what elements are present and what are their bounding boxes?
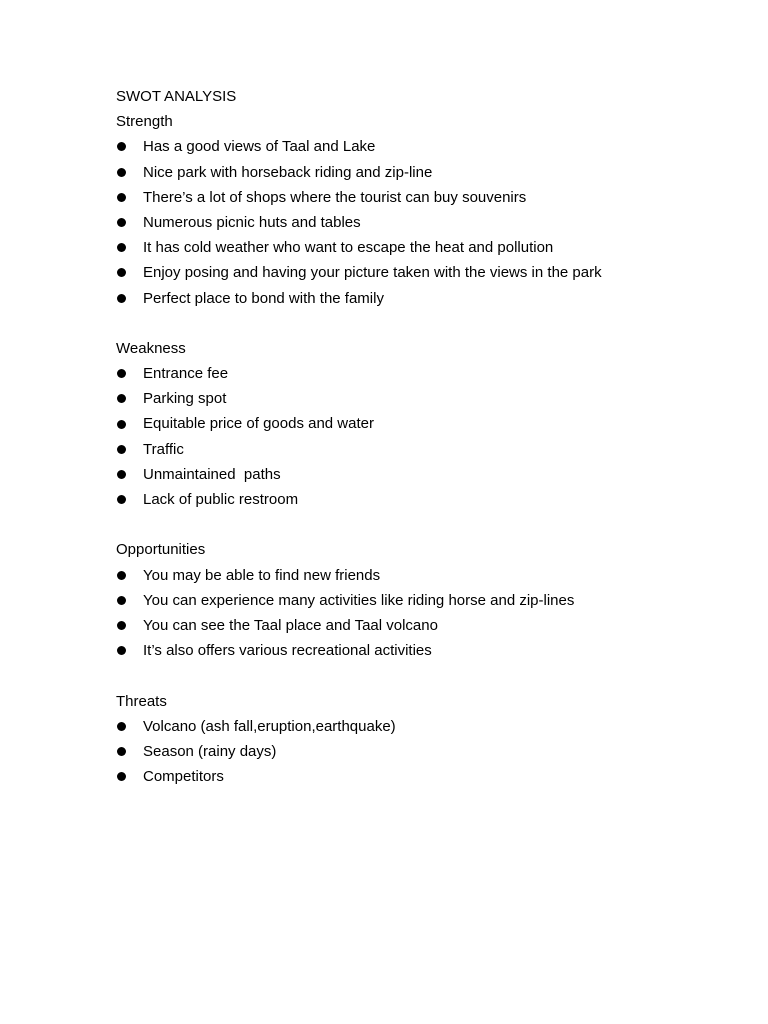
- list-item: You can see the Taal place and Taal volcano: [116, 613, 676, 638]
- bullet-icon: [117, 722, 126, 731]
- list-item: Season (rainy days): [116, 739, 676, 764]
- document-page: [116, 84, 676, 789]
- threats-list: [116, 714, 676, 790]
- bullet-icon: [117, 747, 126, 756]
- list-item: Unmaintained paths: [116, 462, 676, 487]
- weakness-list: [116, 361, 676, 512]
- list-item: You can experience many activities like riding horse and zip-lines: [116, 588, 676, 613]
- section-spacer: [116, 311, 676, 336]
- bullet-icon: [117, 596, 126, 605]
- list-item: Has a good views of Taal and Lake: [116, 134, 676, 159]
- bullet-icon: [117, 621, 126, 630]
- list-item: It has cold weather who want to escape the heat and pollution: [116, 235, 676, 260]
- bullet-icon: [117, 268, 126, 277]
- bullet-icon: [117, 495, 126, 504]
- list-item: Competitors: [116, 764, 676, 789]
- list-item: You may be able to find new friends: [116, 563, 676, 588]
- bullet-icon: [117, 193, 126, 202]
- opportunities-list: [116, 563, 676, 664]
- section-heading-threats: Threats: [116, 692, 167, 710]
- list-item: Numerous picnic huts and tables: [116, 210, 676, 235]
- list-item: It’s also offers various recreational activities: [116, 638, 676, 663]
- bullet-icon: [117, 142, 126, 151]
- list-item: Enjoy posing and having your picture taken with the views in the park: [116, 260, 676, 285]
- list-item: There’s a lot of shops where the tourist can buy souvenirs: [116, 185, 676, 210]
- section-spacer: [116, 663, 676, 688]
- section-heading-strength: Strength: [116, 113, 173, 131]
- list-item: Lack of public restroom: [116, 487, 676, 512]
- list-item: Parking spot: [116, 386, 676, 411]
- section-heading-weakness: Weakness: [116, 339, 186, 357]
- bullet-icon: [117, 470, 126, 479]
- strength-list: [116, 134, 676, 310]
- bullet-icon: [117, 168, 126, 177]
- section-spacer: [116, 512, 676, 537]
- list-item: Volcano (ash fall,eruption,earthquake): [116, 714, 676, 739]
- bullet-icon: [117, 369, 126, 378]
- bullet-icon: [117, 420, 126, 429]
- bullet-icon: [117, 646, 126, 655]
- bullet-icon: [117, 294, 126, 303]
- document-title: SWOT ANALYSIS: [116, 88, 237, 105]
- list-item: Equitable price of goods and water: [116, 411, 676, 436]
- bullet-icon: [117, 772, 126, 781]
- list-item: Traffic: [116, 437, 676, 462]
- bullet-icon: [117, 571, 126, 580]
- section-heading-opportunities: Opportunities: [116, 541, 206, 559]
- list-item: Perfect place to bond with the family: [116, 286, 676, 311]
- list-item: Entrance fee: [116, 361, 676, 386]
- bullet-icon: [117, 394, 126, 403]
- bullet-icon: [117, 445, 126, 454]
- list-item: Nice park with horseback riding and zip-line: [116, 160, 676, 185]
- bullet-icon: [117, 243, 126, 252]
- bullet-icon: [117, 218, 126, 227]
